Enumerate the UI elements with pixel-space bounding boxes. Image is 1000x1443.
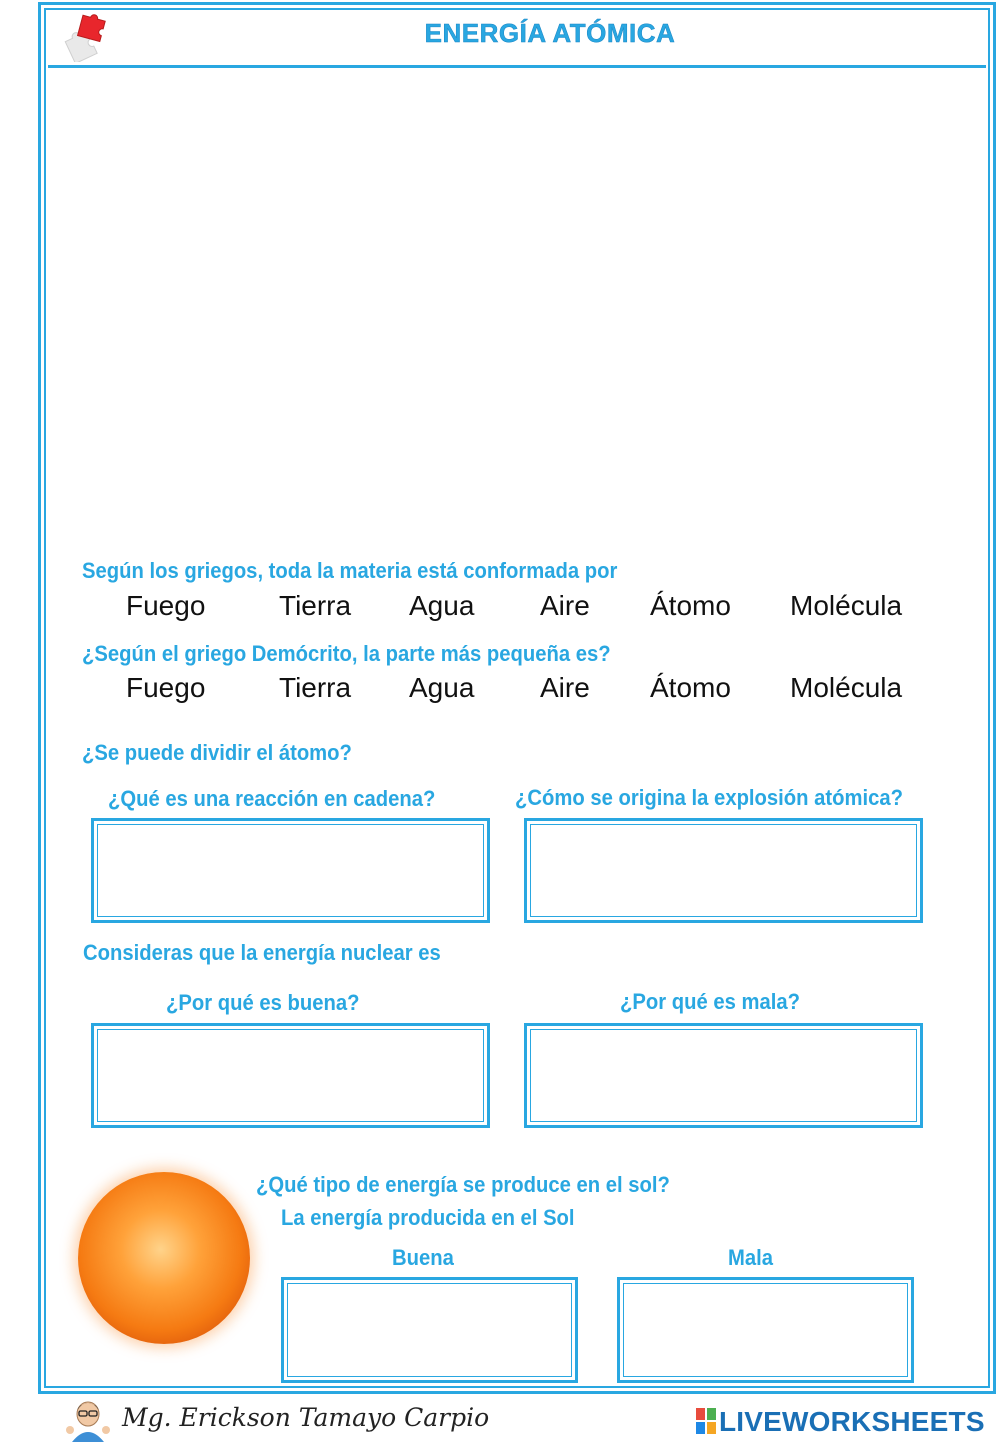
liveworksheets-logo-icon — [696, 1408, 716, 1434]
why-bad-answer-box[interactable] — [524, 1023, 923, 1128]
page-title: ENERGÍA ATÓMICA — [424, 18, 676, 48]
question-sun-energy-prompt: ¿Qué tipo de energía se produce en el sol? — [256, 1172, 670, 1197]
question-greeks-prompt: Según los griegos, toda la materia está conformada por — [82, 558, 618, 583]
question-divide-atom-prompt: ¿Se puede dividir el átomo? — [82, 740, 352, 765]
question-nuclear-energy-prompt: Consideras que la energía nuclear es — [83, 940, 441, 965]
atomic-explosion-answer-box[interactable] — [524, 818, 923, 923]
question-sun-energy-judgement-prompt: La energía producida en el Sol — [281, 1205, 575, 1230]
q2-option-tierra[interactable]: Tierra — [279, 672, 352, 703]
q1-option-fuego[interactable]: Fuego — [126, 590, 206, 621]
label-buena: Buena — [392, 1245, 454, 1270]
q1-option-molecula[interactable]: Molécula — [790, 590, 903, 621]
q2-option-agua[interactable]: Agua — [409, 672, 475, 703]
q1-option-tierra[interactable]: Tierra — [279, 590, 352, 621]
liveworksheets-brand[interactable]: LIVEWORKSHEETS — [719, 1406, 985, 1437]
sun-bad-answer-box[interactable] — [617, 1277, 914, 1383]
q1-option-agua[interactable]: Agua — [409, 590, 475, 621]
sun-image — [78, 1172, 250, 1344]
question-why-good-prompt: ¿Por qué es buena? — [166, 990, 360, 1015]
author-name: Mg. Erickson Tamayo Carpio — [122, 1403, 490, 1432]
q2-option-molecula[interactable]: Molécula — [790, 672, 903, 703]
chain-reaction-answer-box[interactable] — [91, 818, 490, 923]
question-chain-reaction-prompt: ¿Qué es una reacción en cadena? — [108, 786, 436, 811]
q1-option-aire[interactable]: Aire — [540, 590, 590, 621]
label-mala: Mala — [728, 1245, 774, 1270]
question-why-bad-prompt: ¿Por qué es mala? — [620, 989, 800, 1014]
q2-option-aire[interactable]: Aire — [540, 672, 590, 703]
sun-good-answer-box[interactable] — [281, 1277, 578, 1383]
q2-option-fuego[interactable]: Fuego — [126, 672, 206, 703]
q1-option-atomo[interactable]: Átomo — [650, 590, 731, 621]
question-democrito-prompt: ¿Según el griego Demócrito, la parte más pequeña es? — [82, 641, 611, 666]
q2-option-atomo[interactable]: Átomo — [650, 672, 731, 703]
question-atomic-explosion-prompt: ¿Cómo se origina la explosión atómica? — [515, 785, 904, 810]
why-good-answer-box[interactable] — [91, 1023, 490, 1128]
avatar-icon — [64, 1398, 112, 1442]
